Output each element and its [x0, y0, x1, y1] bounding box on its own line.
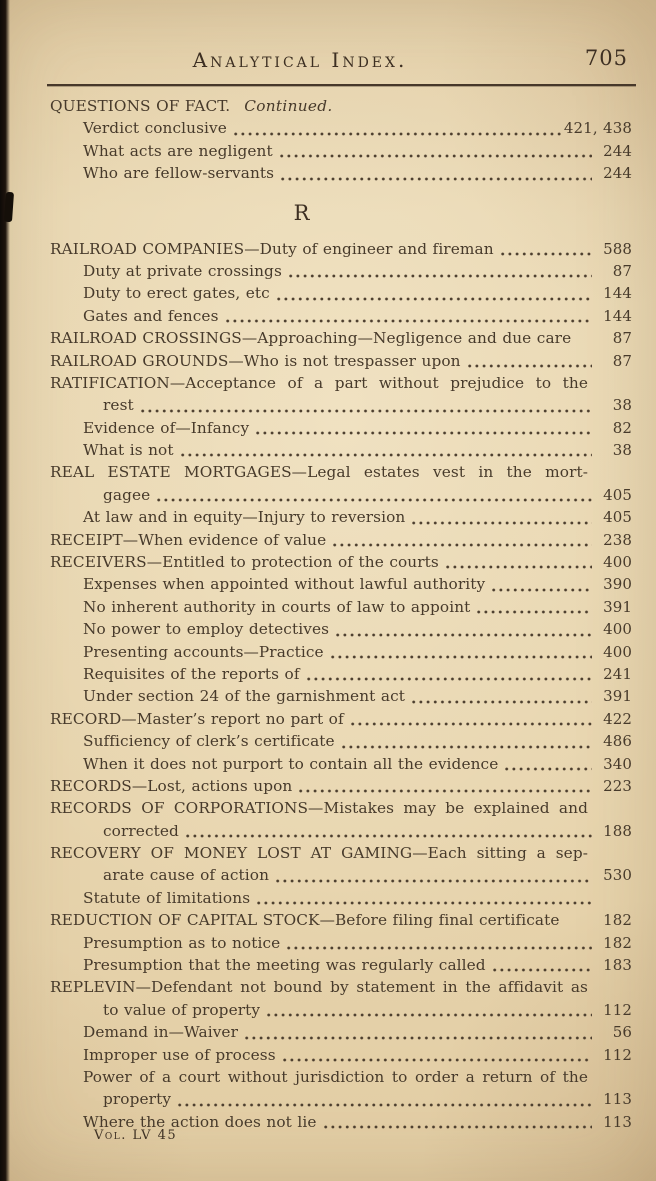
index-entry-line: [50, 439, 632, 461]
index-entry-line: [50, 117, 632, 139]
entry-text: At law and in equity—Injury to reversion: [83, 508, 406, 527]
dot-leader: [289, 274, 592, 278]
volume-footer: Vol. LV 45: [94, 1128, 178, 1143]
dot-leader: [342, 745, 592, 749]
index-entry-line: [50, 797, 632, 819]
dot-leader: [324, 1125, 593, 1129]
dot-leader: [283, 1058, 592, 1062]
entry-text: Verdict conclusive: [83, 119, 227, 138]
entry-text: corrected: [103, 821, 179, 840]
index-entry-line: [50, 596, 632, 618]
index-entry-line: [50, 461, 632, 483]
entry-text: RECORD—Master’s report no part of: [50, 709, 344, 728]
entry-page-number: 340: [603, 754, 632, 773]
section-heading: R: [293, 200, 311, 225]
index-entry-line: [50, 932, 632, 954]
index-entry-line: [50, 685, 632, 707]
dot-leader: [256, 431, 592, 435]
entry-page-number: 223: [603, 776, 632, 795]
index-entry-line: [50, 305, 632, 327]
entry-text: RECOVERY OF MONEY LOST AT GAMING—Each sitting a sep-: [50, 844, 588, 863]
dot-leader: [141, 409, 592, 413]
entry-text: Evidence of—Infancy: [83, 418, 250, 437]
index-entry-line: [50, 708, 632, 730]
index-entry-line: [50, 238, 632, 260]
index-entry-line: [50, 887, 632, 909]
dot-leader: [186, 834, 592, 838]
dot-leader: [501, 252, 592, 256]
entry-page-number: 588: [603, 239, 632, 258]
entry-text: Expenses when appointed without lawful authority: [83, 575, 486, 594]
entry-text: arate cause of action: [103, 866, 270, 885]
entry-page-number: 391: [603, 597, 632, 616]
index-entry-line: [50, 394, 632, 416]
entry-page-number: 391: [603, 687, 632, 706]
scan-edge-notch: [4, 192, 14, 222]
entry-text: Demand in—Waiver: [83, 1023, 239, 1042]
entry-page-number: 113: [603, 1112, 632, 1131]
dot-leader: [267, 1013, 592, 1017]
entry-page-number: 390: [603, 575, 632, 594]
dot-leader: [331, 655, 592, 659]
index-entry-line: [50, 842, 632, 864]
index-entry-line: [50, 372, 632, 394]
index-entry-line: [50, 529, 632, 551]
entry-page-number: 38: [612, 441, 632, 460]
dot-leader: [287, 946, 592, 950]
entry-text: Duty to erect gates, etc: [83, 284, 270, 303]
dot-leader: [276, 879, 592, 883]
dot-leader: [333, 543, 592, 547]
index-entry-line: [50, 417, 632, 439]
index-entry-line: [50, 1088, 632, 1110]
entry-page-number: 238: [603, 530, 632, 549]
dot-leader: [446, 565, 592, 569]
index-entry-line: [50, 327, 632, 349]
dot-leader: [505, 767, 592, 771]
entry-text: RECORDS OF CORPORATIONS—Mistakes may be explained and: [50, 799, 588, 818]
entry-text: No inherent authority in courts of law to appoint: [83, 597, 471, 616]
entry-text: Improper use of process: [83, 1045, 276, 1064]
index-entry-line: [50, 1044, 632, 1066]
index-entry-line: [50, 663, 632, 685]
entry-page-number: 112: [603, 1000, 632, 1019]
index-entry-line: [50, 753, 632, 775]
entry-text: Presumption as to notice: [83, 933, 281, 952]
dot-leader: [412, 700, 592, 704]
index-entry-line: [50, 954, 632, 976]
entry-text: REDUCTION OF CAPITAL STOCK—Before filing final certificate: [50, 911, 560, 930]
entry-page-number: 244: [603, 164, 632, 183]
entry-text: No power to employ detectives: [83, 620, 330, 639]
entry-text: rest: [103, 396, 134, 415]
entry-text: Who are fellow-servants: [83, 164, 275, 183]
index-entry-line: [50, 618, 632, 640]
dot-leader: [277, 297, 592, 301]
index-entry-line: [50, 506, 632, 528]
entry-text: Duty at private crossings: [83, 261, 282, 280]
entry-text: What acts are negligent: [83, 141, 273, 160]
entry-page-number: 244: [603, 141, 632, 160]
entry-text: RECEIPT—When evidence of value: [50, 530, 327, 549]
entry-page-number: 112: [603, 1045, 632, 1064]
entry-text: Power of a court without jurisdiction to order a return of the: [83, 1068, 588, 1087]
dot-leader: [493, 968, 592, 972]
entry-text: What is not: [83, 441, 174, 460]
entry-text: REPLEVIN—Defendant not bound by statement in the affidavit as: [50, 978, 588, 997]
entry-page-number: 188: [603, 821, 632, 840]
entry-page-number: 87: [612, 351, 632, 370]
entry-text: QUESTIONS OF FACT.: [50, 96, 231, 115]
index-entry-line: [50, 820, 632, 842]
entry-text: Under section 24 of the garnishment act: [83, 687, 405, 706]
index-entry-line: [50, 551, 632, 573]
entry-page-number: 422: [603, 709, 632, 728]
index-entry-line: [50, 260, 632, 282]
index-list: [50, 95, 632, 1133]
index-entry-line: [50, 999, 632, 1021]
entry-text: to value of property: [103, 1000, 261, 1019]
index-entry-line: [50, 1021, 632, 1043]
index-entry-line: [50, 865, 632, 887]
index-entry-line: [50, 140, 632, 162]
entry-page-number: 87: [612, 329, 632, 348]
index-entry-line: [50, 95, 632, 117]
entry-text: RECEIVERS—Entitled to protection of the courts: [50, 553, 439, 572]
dot-leader: [226, 319, 592, 323]
dot-leader: [178, 1103, 592, 1107]
header-rule: [47, 84, 636, 86]
entry-text: RAILROAD CROSSINGS—Approaching—Negligence and due care: [50, 329, 572, 348]
index-entry-line: [50, 775, 632, 797]
entry-text: Where the action does not lie: [83, 1112, 317, 1131]
index-entry-line: [50, 641, 632, 663]
entry-page-number: 486: [603, 732, 632, 751]
entry-page-number: 144: [603, 284, 632, 303]
entry-continued-label: Continued.: [244, 96, 333, 115]
entry-page-number: 82: [612, 418, 632, 437]
entry-page-number: 113: [603, 1090, 632, 1109]
dot-leader: [351, 722, 592, 726]
scan-edge-left: [0, 0, 10, 1181]
entry-page-number: 400: [603, 553, 632, 572]
entry-text: Presumption that the meeting was regularly called: [83, 956, 486, 975]
entry-text: Presenting accounts—Practice: [83, 642, 324, 661]
folio-page-number: 705: [584, 46, 628, 70]
entry-text: Statute of limitations: [83, 888, 251, 907]
index-entry-line: [50, 484, 632, 506]
running-title: Analytical Index.: [192, 48, 408, 72]
dot-leader: [157, 498, 592, 502]
entry-text: Sufficiency of clerk’s certificate: [83, 732, 335, 751]
dot-leader: [257, 901, 592, 905]
entry-page-number: 405: [603, 508, 632, 527]
dot-leader: [477, 610, 592, 614]
dot-leader: [336, 633, 592, 637]
dot-leader: [307, 677, 592, 681]
dot-leader: [299, 789, 592, 793]
entry-page-number: 400: [603, 642, 632, 661]
dot-leader: [412, 521, 592, 525]
index-entry-line: [50, 282, 632, 304]
entry-text: RATIFICATION—Acceptance of a part without prejudice to the: [50, 373, 588, 392]
entry-page-number: 144: [603, 306, 632, 325]
entry-text: Gates and fences: [83, 306, 219, 325]
entry-page-number: 87: [612, 261, 632, 280]
entry-page-number: 182: [603, 911, 632, 930]
entry-page-number: 183: [603, 956, 632, 975]
index-entry-line: [50, 573, 632, 595]
dot-leader: [245, 1036, 592, 1040]
entry-page-number: 56: [612, 1023, 632, 1042]
entry-text: REAL ESTATE MORTGAGES—Legal estates vest in the mort-: [50, 463, 588, 482]
dot-leader: [280, 154, 592, 158]
index-entry-line: [50, 976, 632, 998]
dot-leader: [281, 177, 592, 181]
entry-text: RAILROAD COMPANIES—Duty of engineer and fireman: [50, 239, 494, 258]
dot-leader: [234, 132, 561, 136]
entry-text: When it does not purport to contain all the evidence: [83, 754, 499, 773]
entry-text: RAILROAD GROUNDS—Who is not trespasser upon: [50, 351, 461, 370]
entry-text: RECORDS—Lost, actions upon: [50, 776, 293, 795]
index-entry-line: [50, 350, 632, 372]
index-entry-line: [50, 162, 632, 184]
entry-page-number: 38: [612, 396, 632, 415]
dot-leader: [181, 453, 592, 457]
dot-leader: [468, 364, 592, 368]
dot-leader: [492, 588, 592, 592]
entry-page-number: 530: [603, 866, 632, 885]
entry-text: gagee: [103, 485, 151, 504]
entry-page-number: 182: [603, 933, 632, 952]
entry-page-number: 421, 438: [563, 119, 632, 138]
entry-text: Requisites of the reports of: [83, 664, 300, 683]
index-entry-line: [50, 909, 632, 931]
entry-page-number: 405: [603, 485, 632, 504]
entry-page-number: 241: [603, 664, 632, 683]
index-entry-line: [50, 730, 632, 752]
entry-text: property: [103, 1090, 172, 1109]
entry-page-number: 400: [603, 620, 632, 639]
index-entry-line: [50, 1066, 632, 1088]
